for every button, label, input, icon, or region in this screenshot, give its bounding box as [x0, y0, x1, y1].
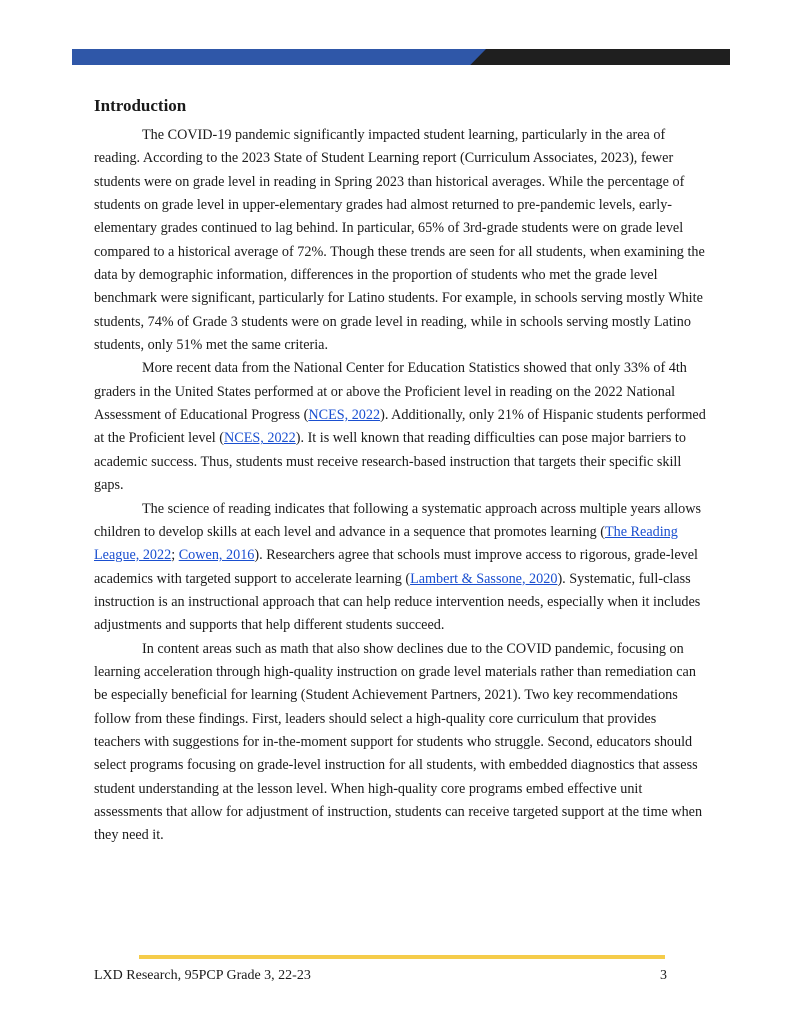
citation-link-lambert-sassone[interactable]: Lambert & Sassone, 2020 — [410, 570, 558, 587]
citation-link-cowen[interactable]: Cowen, 2016 — [178, 547, 255, 564]
document-body — [94, 93, 706, 848]
paragraph-3 — [94, 498, 706, 638]
paragraph-2 — [94, 357, 706, 497]
paragraph-3-text: ). Systematic, full-class instruction is an instructional approach that can help reduce intervention needs, especially when it includes adjustments and supports that help different students succeed. — [94, 570, 701, 634]
section-heading: Introduction — [94, 96, 187, 115]
citation-link-reading-league[interactable]: The Reading League, 2022 — [94, 523, 678, 564]
citation-link-nces-1[interactable]: NCES, 2022 — [308, 407, 381, 424]
paragraph-2-text: More recent data from the National Center for Education Statistics showed that only 33% of 4th graders in the United States performed at or above the Proficient level in reading on the 2022 National Assessment of Educational Progress ( — [94, 360, 687, 424]
paragraph-2-text: ). It is well known that reading difficulties can pose major barriers to academic success. Thus, students must receive research-based instruction that targets their specific skill gaps. — [94, 430, 686, 494]
paragraph-3-text: ). Researchers agree that schools must improve access to rigorous, grade-level academics with targeted support to accelerate learning ( — [94, 547, 698, 587]
footer-divider — [139, 955, 665, 959]
paragraph-3-text: ; — [171, 547, 179, 564]
paragraph-2-text: ). Additionally, only 21% of Hispanic students performed at the Proficient level ( — [94, 407, 706, 447]
footer-source: LXD Research, 95PCP Grade 3, 22-23 — [94, 968, 311, 983]
citation-link-nces-2[interactable]: NCES, 2022 — [224, 430, 296, 447]
paragraph-1: The COVID-19 pandemic significantly impacted student learning, particularly in the area of reading. According to the 2023 State of Student Learning report (Curriculum Associates, 2023), fewer students were on grade level in reading in Spring 2023 than historical averages. While the percentage of students on grade level in upper-elementary grades had almost returned to pre-pandemic levels, early-elementary grades continued to lag behind. In particular, 65% of 3rd-grade students were on grade level compared to a historical average of 72%. Though these trends are seen for all students, when examining the data by demographic information, differences in the proportion of students who met the grade level benchmark were significant, particularly for Latino students. For example, in schools serving mostly White students, 74% of Grade 3 students were on grade level in reading, while in schools serving mostly Latino students, only 51% met the same criteria. — [94, 127, 705, 354]
header-bar — [72, 49, 730, 65]
page-number: 3 — [660, 968, 667, 983]
header-bar-accent — [72, 49, 486, 65]
paragraph-4: In content areas such as math that also show declines due to the COVID pandemic, focusing on learning acceleration through high-quality instruction on grade level materials rather than remediation can be especially beneficial for learning (Student Achievement Partners, 2021). Two key recommendations follow from these findings. First, leaders should select a high-quality core curriculum that provides teachers with suggestions for in-the-moment support for students who struggle. Second, educators should select programs focusing on grade-level instruction for all students, with embedded diagnostics that assess student understanding at the lesson level. When high-quality core programs embed effective unit assessments that allow for adjustment of instruction, students can receive targeted support at the time when they need it. — [94, 640, 703, 844]
paragraph-3-text: The science of reading indicates that following a systematic approach across multiple years allows children to develop skills at each level and advance in a sequence that promotes learning ( — [94, 500, 702, 540]
